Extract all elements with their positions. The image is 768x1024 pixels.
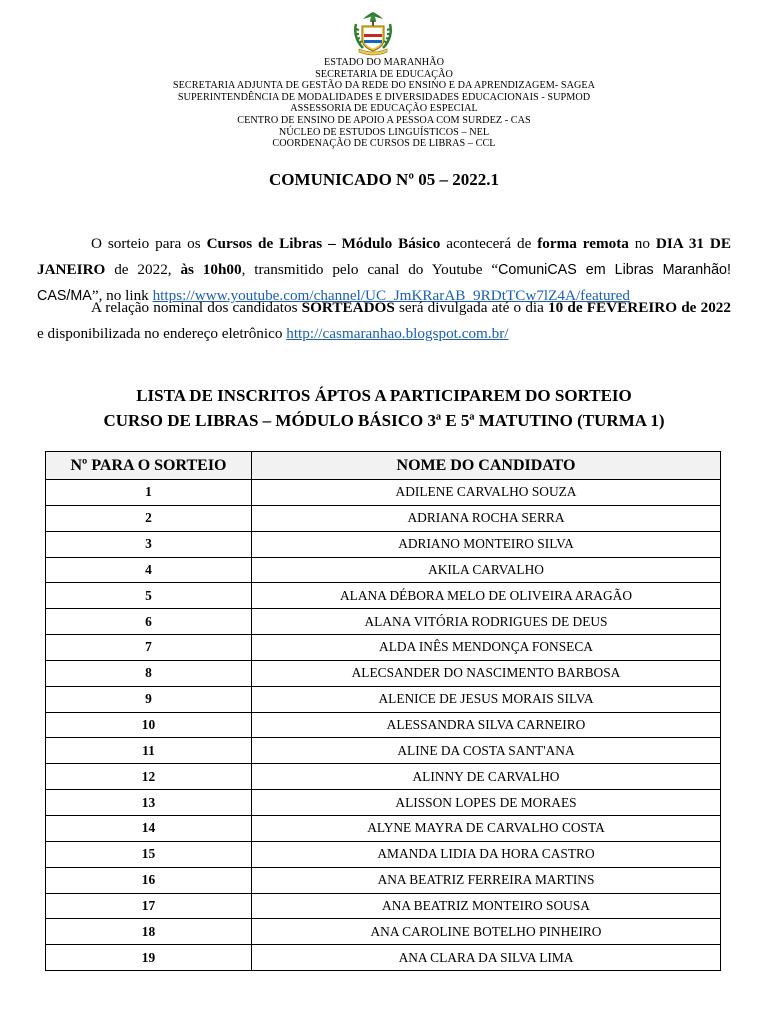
p2-text-2: será divulgada até o dia [394,299,549,316]
table-row [46,660,721,686]
table-header-row [46,452,721,480]
candidates-table [45,451,721,971]
candidate-name: ADRIANO MONTEIRO SILVA [252,531,721,557]
candidate-name: ALDA INÊS MENDONÇA FONSECA [252,635,721,661]
draw-number: 14 [46,815,252,841]
table-row [46,738,721,764]
p2-text-1: A relação nominal dos candidatos [91,299,302,316]
p1-text-5: , transmitido pelo canal do Youtube “ [241,260,499,278]
communique-title: COMUNICADO Nº 05 – 2022.1 [269,170,499,189]
header-line-nel: NÚCLEO DE ESTUDOS LINGUÍSTICOS – NEL [278,126,490,138]
table-row [46,505,721,531]
column-header-number: Nº PARA O SORTEIO [46,452,252,480]
candidate-name: ALANA DÉBORA MELO DE OLIVEIRA ARAGÃO [252,583,721,609]
candidate-name: ANA BEATRIZ MONTEIRO SOUSA [252,893,721,919]
draw-number: 3 [46,531,252,557]
draw-number: 13 [46,790,252,816]
p1-text-1: O sorteio para os [91,235,207,252]
draw-number: 7 [46,635,252,661]
draw-number: 8 [46,660,252,686]
p1-course-name: Cursos de Libras – Módulo Básico [206,235,441,252]
p2-text-3: e disponibilizada no endereço eletrônico [37,324,287,342]
table-row [46,480,721,506]
header-line-secretariat: SECRETARIA DE EDUCAÇÃO [315,68,453,80]
list-title-line-1: LISTA DE INSCRITOS ÁPTOS A PARTICIPAREM DO SORTEIO [136,386,632,405]
draw-number: 11 [46,738,252,764]
table-row [46,686,721,712]
header-line-supmod: SUPERINTENDÊNCIA DE MODALIDADES E DIVERSIDADES EDUCACIONAIS - SUPMOD [177,91,591,103]
p1-channel-name: ComuniCAS em Libras Maranhão! CAS/MA [37,261,731,304]
candidate-name: ALINNY DE CARVALHO [252,764,721,790]
table-row [46,557,721,583]
draw-number: 9 [46,686,252,712]
draw-number: 2 [46,505,252,531]
p1-text-4: de 2022, [105,260,181,278]
header-line-state: ESTADO DO MARANHÃO [323,57,445,68]
header-line-ccl: COORDENAÇÃO DE CURSOS DE LIBRAS – CCL [272,138,496,150]
table-row [46,893,721,919]
table-row [46,815,721,841]
institution-header [0,57,768,150]
candidate-name: ALANA VITÓRIA RODRIGUES DE DEUS [252,609,721,635]
table-row [46,919,721,945]
header-line-assessoria: ASSESSORIA DE EDUCAÇÃO ESPECIAL [290,103,478,115]
table-row [46,867,721,893]
candidate-name: AMANDA LIDIA DA HORA CASTRO [252,841,721,867]
table-row [46,764,721,790]
draw-number: 4 [46,557,252,583]
table-row [46,583,721,609]
draw-number: 17 [46,893,252,919]
draw-number: 10 [46,712,252,738]
blog-link[interactable]: http://casmaranhao.blogspot.com.br/ [286,324,509,342]
table-row [46,841,721,867]
table-row [46,531,721,557]
candidate-name: AKILA CARVALHO [252,557,721,583]
draw-number: 1 [46,480,252,506]
candidate-name: ALECSANDER DO NASCIMENTO BARBOSA [252,660,721,686]
draw-number: 15 [46,841,252,867]
table-row [46,635,721,661]
draw-number: 16 [46,867,252,893]
p2-drawn-label: SORTEADOS [301,299,395,316]
list-title-line-2: CURSO DE LIBRAS – MÓDULO BÁSICO 3ª E 5ª MATUTINO (TURMA 1) [103,411,665,430]
candidate-name: ALISSON LOPES DE MORAES [252,790,721,816]
candidate-name: ALENICE DE JESUS MORAIS SILVA [252,686,721,712]
p1-date: DIA 31 DE JANEIRO [37,235,732,278]
p1-text-6: ”, no link [91,287,153,304]
candidate-name: ANA CAROLINE BOTELHO PINHEIRO [252,919,721,945]
candidate-name: ADILENE CARVALHO SOUZA [252,480,721,506]
table-row [46,790,721,816]
table-row [46,945,721,971]
header-line-sagea: SECRETARIA ADJUNTA DE GESTÃO DA REDE DO ENSINO E DA APRENDIZAGEM- SAGEA [172,80,596,92]
p1-remote-mode: forma remota [537,235,629,252]
candidate-name: ALYNE MAYRA DE CARVALHO COSTA [252,815,721,841]
maranhao-coat-of-arms-icon [351,10,395,56]
candidate-name: ANA CLARA DA SILVA LIMA [252,945,721,971]
column-header-name: NOME DO CANDIDATO [252,452,721,480]
table-row [46,609,721,635]
candidate-name: ADRIANA ROCHA SERRA [252,505,721,531]
p1-text-3: no [628,235,656,252]
candidate-name: ALESSANDRA SILVA CARNEIRO [252,712,721,738]
draw-number: 18 [46,919,252,945]
youtube-channel-link[interactable]: https://www.youtube.com/channel/UC_JmKRarAB_9RDtTCw7lZ4A/featured [152,287,630,304]
draw-number: 19 [46,945,252,971]
p2-release-date: 10 de FEVEREIRO de 2022 [548,299,731,316]
p1-text-2: acontecerá de [440,235,538,252]
draw-number: 6 [46,609,252,635]
table-row [46,712,721,738]
p1-time: às 10h00 [180,260,242,278]
results-paragraph [37,295,731,346]
candidate-name: ALINE DA COSTA SANT'ANA [252,738,721,764]
draw-number: 5 [46,583,252,609]
candidate-name: ANA BEATRIZ FERREIRA MARTINS [252,867,721,893]
header-line-cas: CENTRO DE ENSINO DE APOIO A PESSOA COM SURDEZ - CAS [237,114,531,126]
draw-number: 12 [46,764,252,790]
